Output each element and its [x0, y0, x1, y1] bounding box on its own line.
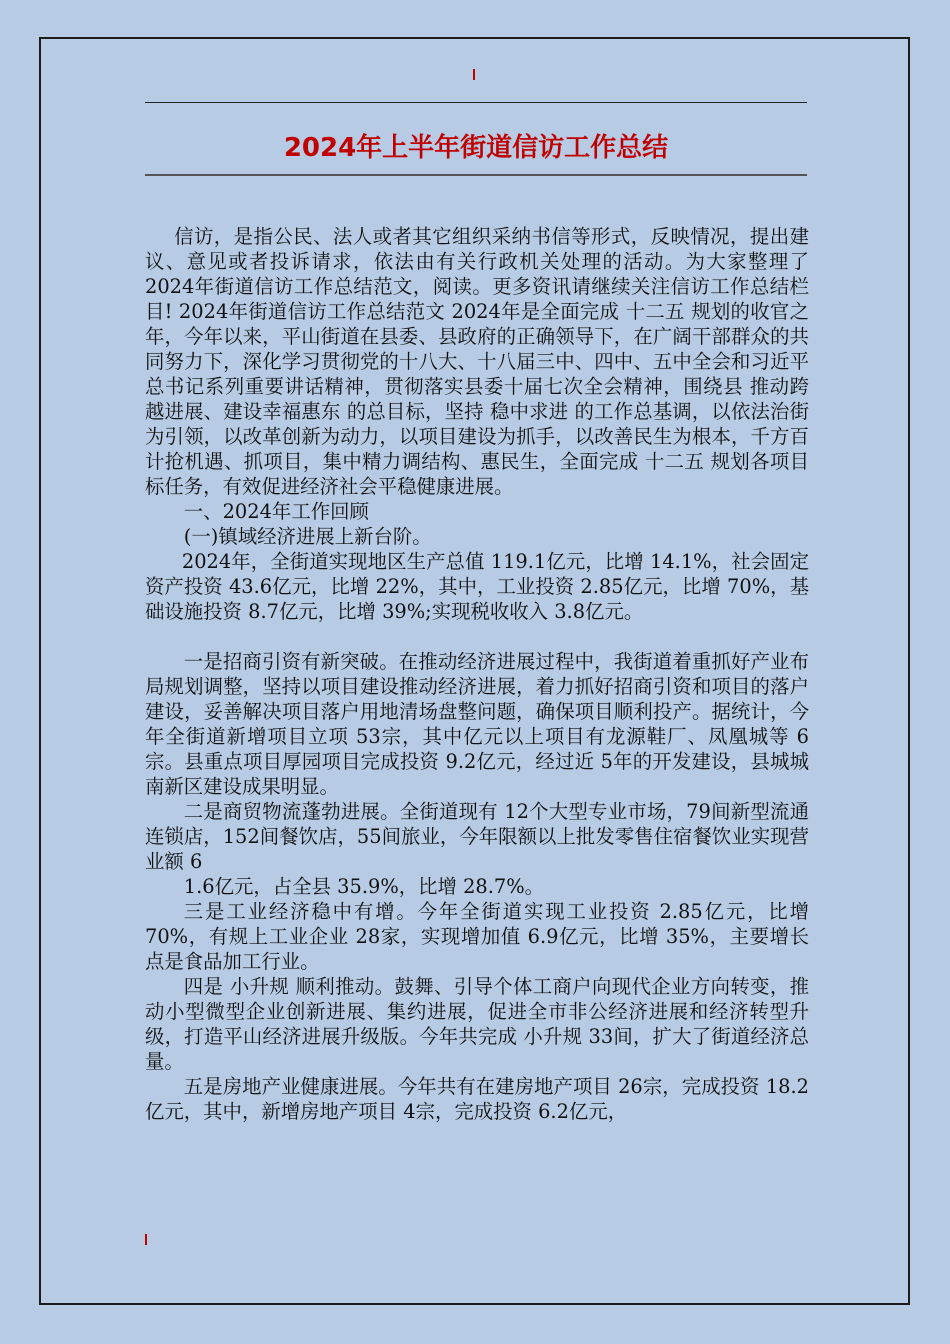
footer-marker — [145, 1234, 147, 1245]
document-title: 2024年上半年街道信访工作总结 — [283, 133, 669, 163]
item-commerce: 二是商贸物流蓬勃进展。全街道现有 12个大型专业市场，79间新型流通连锁店，152间餐饮店，55间旅业，今年限额以上批发零售住宿餐饮业实现营业额 6 — [145, 800, 809, 873]
item-investment: 一是招商引资有新突破。在推动经济进展过程中，我街道着重抓好产业布局规划调整，坚持以项目建设推动经济进展，着力抓好招商引资和项目的落户建设，妥善解决项目落户用地清场盘整问题，确保项目顺利投产。据统计，今年全街道新增项目立项 53宗，其中亿元以上项目有龙源鞋厂、凤凰城等 6宗。县重点项目厚园项目完成投资 9.2亿元，经过近 5年的开发建设，县城城南新区建设成果明显。 — [145, 650, 809, 798]
stats-paragraph: 2024年，全街道实现地区生产总值 119.1亿元，比增 14.1%，社会固定资产投资 43.6亿元，比增 22%，其中，工业投资 2.85亿元，比增 70%，基础设施投资 8.7亿元，比增 39%;实现税收收入 3.8亿元。 — [145, 550, 809, 623]
header-rule — [145, 102, 807, 103]
document-body — [145, 224, 809, 1124]
item-enterprise-upgrade: 四是 小升规 顺利推动。鼓舞、引导个体工商户向现代企业方向转变，推动小型微型企业创新进展、集约进展，促进全市非公经济进展和经济转型升级，打造平山经济进展升级版。今年共完成 小升规 33间，扩大了街道经济总量。 — [145, 975, 809, 1073]
item-commerce-continued: 1.6亿元，占全县 35.9%，比增 28.7%。 — [183, 875, 545, 898]
subsection-heading: (一)镇域经济进展上新台阶。 — [183, 525, 432, 548]
item-industry: 三是工业经济稳中有增。今年全街道实现工业投资 2.85亿元，比增 70%，有规上工业企业 28家，实现增加值 6.9亿元，比增 35%，主要增长点是食品加工行业。 — [145, 900, 809, 973]
item-real-estate: 五是房地产业健康进展。今年共有在建房地产项目 26宗，完成投资 18.2亿元，其中，新增房地产项目 4宗，完成投资 6.2亿元， — [145, 1075, 809, 1123]
intro-paragraph: 信访，是指公民、法人或者其它组织采纳书信等形式，反映情况，提出建议、意见或者投诉请求，依法由有关行政机关处理的活动。为大家整理了2024年街道信访工作总结范文，阅读。更多资讯请继续关注信访工作总结栏目! 2024年街道信访工作总结范文 2024年是全面完成 十二五 规划的收官之年，今年以来，平山街道在县委、县政府的正确领导下，在广阔干部群众的共同努力下，深化学习贯彻党的十八大、十八届三中、四中、五中全会和习近平总书记系列重要讲话精神，贯彻落实县委十届七次全会精神，围绕县 推动跨越进展、建设幸福惠东 的总目标，坚持 稳中求进 的工作总基调，以依法治街为引领，以改革创新为动力，以项目建设为抓手，以改善民生为根本，千方百计抢机遇、抓项目，集中精力调结构、惠民生，全面完成 十二五 规划各项目标任务，有效促进经济社会平稳健康进展。 — [145, 225, 809, 498]
title-rule — [145, 174, 807, 176]
section-heading: 一、2024年工作回顾 — [183, 500, 369, 523]
header-marker — [473, 69, 475, 80]
